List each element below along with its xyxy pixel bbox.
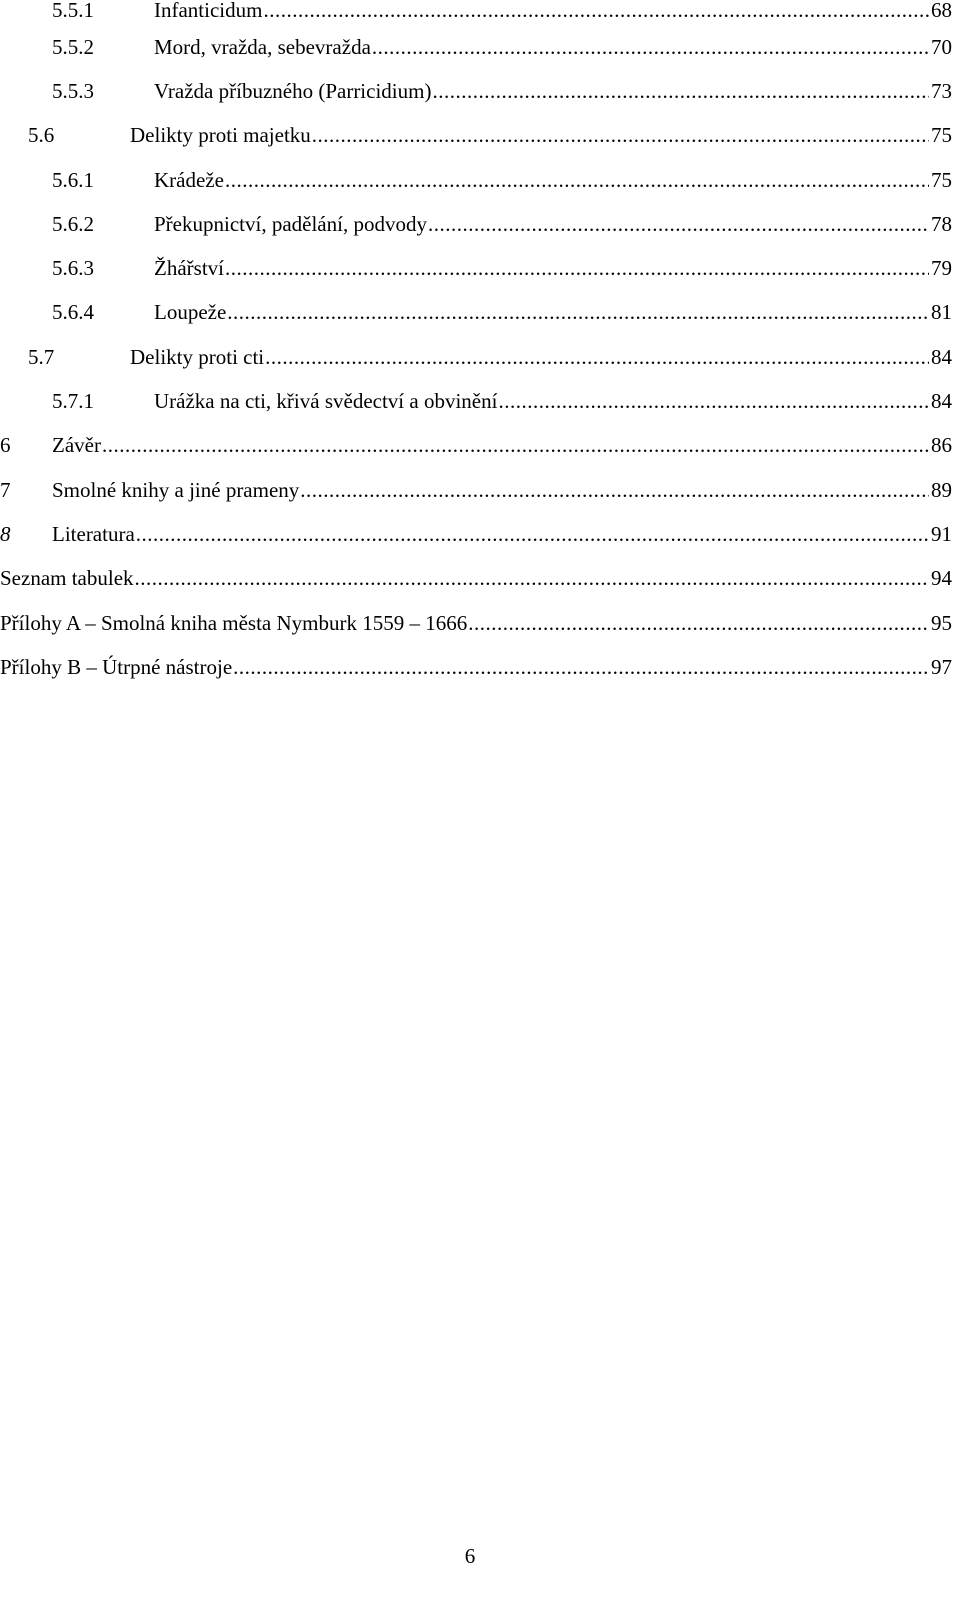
toc-entry-number: 5.7: [28, 344, 55, 369]
toc-entry-page: 89: [931, 477, 952, 502]
toc-entry-title: Urážka na cti, křivá svědectví a obvinění: [154, 389, 498, 414]
toc-entry-number: 5.5.1: [52, 0, 94, 22]
toc-entry[interactable]: [0, 114, 952, 158]
toc-entry-title: Seznam tabulek: [0, 566, 134, 591]
toc-entry-page: 79: [931, 256, 952, 281]
toc-entry-number: 5.7.1: [52, 389, 94, 414]
toc-entry[interactable]: [0, 468, 952, 512]
toc-entry-number: 7: [0, 477, 11, 502]
toc-entry-title: Přílohy A – Smolná kniha města Nymburk 1559 – 1666: [0, 610, 468, 635]
toc-entry-page: 68: [931, 0, 952, 22]
table-of-contents: [0, 0, 952, 689]
toc-entry-page: 84: [931, 344, 952, 369]
toc-entry-title: Žhářství: [154, 256, 224, 281]
toc-dot-leader: [300, 478, 929, 503]
toc-dot-leader: [432, 79, 929, 104]
toc-dot-leader: [498, 389, 929, 414]
page-number: 6: [464, 1544, 476, 1568]
toc-entry-title: Závěr: [52, 433, 101, 458]
toc-entry[interactable]: [0, 0, 952, 25]
toc-entry[interactable]: [0, 335, 952, 379]
toc-entry-title: Mord, vražda, sebevražda: [154, 34, 371, 59]
toc-dot-leader: [265, 345, 929, 370]
toc-entry-page: 75: [931, 123, 952, 148]
toc-entry-title: Delikty proti majetku: [130, 123, 311, 148]
toc-entry-page: 75: [931, 167, 952, 192]
toc-entry-page: 97: [931, 654, 952, 679]
toc-entry-title: Infanticidum: [154, 0, 263, 22]
toc-entry[interactable]: [0, 158, 952, 202]
toc-entry[interactable]: [0, 645, 952, 689]
toc-entry-title: Překupnictví, padělání, podvody: [154, 211, 427, 236]
toc-entry-title: Krádeže: [154, 167, 224, 192]
toc-entry-title: Delikty proti cti: [130, 344, 265, 369]
toc-entry-title: Literatura: [52, 521, 135, 546]
toc-entry[interactable]: [0, 557, 952, 601]
toc-entry-number: 5.6.3: [52, 256, 94, 281]
toc-dot-leader: [372, 35, 929, 60]
toc-entry-title: Loupeže: [154, 300, 227, 325]
toc-entry-number: 5.5.3: [52, 78, 94, 103]
toc-dot-leader: [428, 212, 929, 237]
toc-entry[interactable]: [0, 512, 952, 556]
toc-dot-leader: [263, 0, 929, 23]
toc-entry-number: 5.5.2: [52, 34, 94, 59]
toc-entry-page: 94: [931, 566, 952, 591]
toc-entry-page: 86: [931, 433, 952, 458]
toc-entry-page: 78: [931, 211, 952, 236]
toc-entry-page: 95: [931, 610, 952, 635]
toc-entry[interactable]: [0, 246, 952, 290]
toc-dot-leader: [227, 300, 929, 325]
toc-entry[interactable]: [0, 601, 952, 645]
toc-entry-page: 91: [931, 521, 952, 546]
toc-entry-number: 8: [0, 521, 11, 546]
toc-dot-leader: [225, 256, 929, 281]
toc-entry-page: 84: [931, 389, 952, 414]
toc-entry-number: 5.6.2: [52, 211, 94, 236]
toc-entry-number: 5.6: [28, 123, 55, 148]
toc-entry-title: Smolné knihy a jiné prameny: [52, 477, 300, 502]
toc-dot-leader: [312, 123, 929, 148]
toc-entry-title: Přílohy B – Útrpné nástroje: [0, 654, 233, 679]
toc-entry[interactable]: [0, 424, 952, 468]
toc-entry-page: 81: [931, 300, 952, 325]
toc-dot-leader: [102, 433, 929, 458]
toc-entry[interactable]: [0, 202, 952, 246]
toc-entry-number: 5.6.4: [52, 300, 94, 325]
toc-entry[interactable]: [0, 69, 952, 113]
toc-dot-leader: [225, 168, 929, 193]
toc-entry[interactable]: [0, 291, 952, 335]
toc-entry-number: 6: [0, 433, 11, 458]
toc-entry[interactable]: [0, 379, 952, 423]
toc-entry-title: Vražda příbuzného (Parricidium): [154, 78, 432, 103]
toc-entry-number: 5.6.1: [52, 167, 94, 192]
toc-dot-leader: [136, 522, 929, 547]
toc-dot-leader: [468, 611, 929, 636]
toc-dot-leader: [233, 655, 929, 680]
toc-entry-page: 73: [931, 78, 952, 103]
toc-dot-leader: [135, 566, 929, 591]
toc-entry[interactable]: [0, 25, 952, 69]
toc-entry-page: 70: [931, 34, 952, 59]
